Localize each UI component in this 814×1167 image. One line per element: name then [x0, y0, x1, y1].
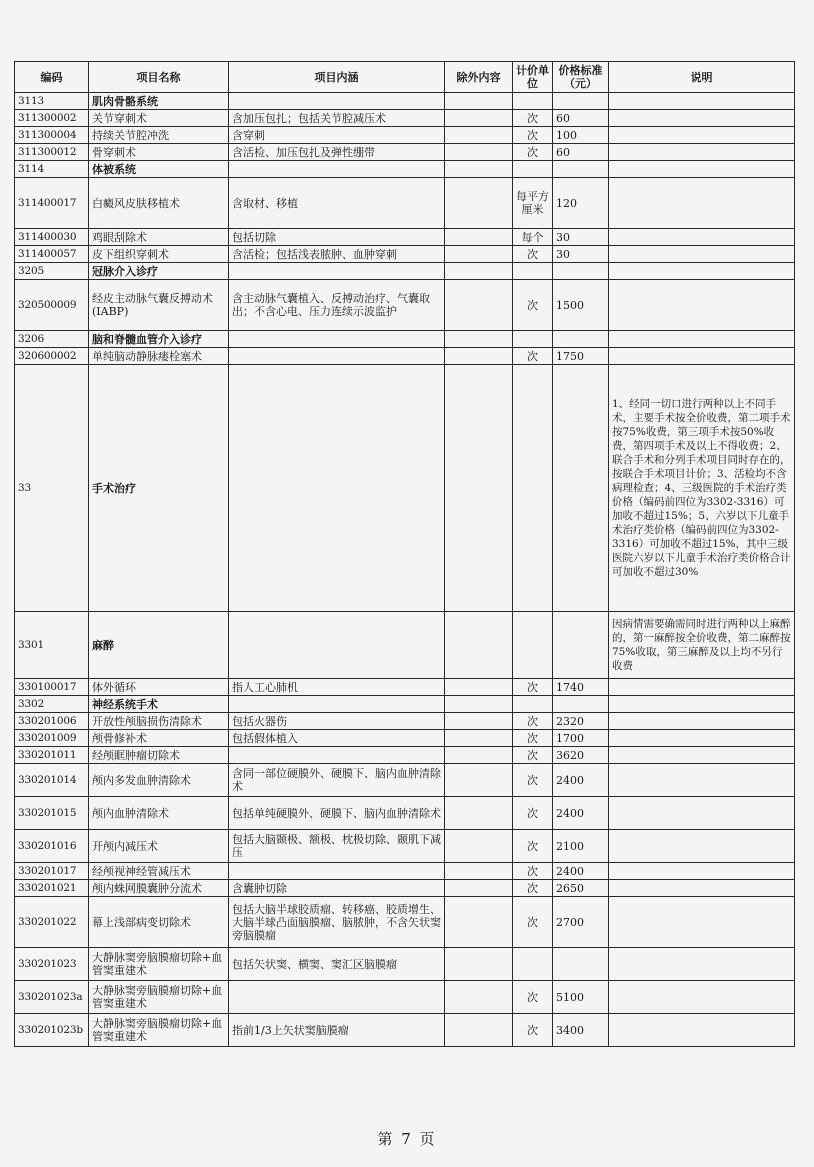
table-row	[15, 246, 795, 263]
table-row	[15, 981, 795, 1014]
table-row	[15, 110, 795, 127]
cell-content	[229, 263, 445, 280]
cell-code: 330201023	[15, 948, 89, 981]
table-header-row	[15, 62, 795, 93]
table-row	[15, 178, 795, 229]
cell-content: 指人工心肺机	[229, 679, 445, 696]
cell-code: 311400057	[15, 246, 89, 263]
cell-name: 麻醉	[89, 612, 229, 679]
cell-note	[609, 696, 795, 713]
category-row	[15, 263, 795, 280]
table-row	[15, 127, 795, 144]
cell-content	[229, 612, 445, 679]
cell-content: 指前1/3上矢状窦脑膜瘤	[229, 1014, 445, 1047]
cell-excluded	[445, 246, 513, 263]
cell-content: 含活检、加压包扎及弹性绷带	[229, 144, 445, 161]
cell-unit	[513, 93, 553, 110]
category-row	[15, 696, 795, 713]
cell-content	[229, 331, 445, 348]
cell-name: 大静脉窦旁脑膜瘤切除+血管窦重建术	[89, 1014, 229, 1047]
cell-unit: 次	[513, 730, 553, 747]
header-code: 编码	[15, 62, 89, 93]
category-row	[15, 331, 795, 348]
cell-unit: 次	[513, 127, 553, 144]
header-content: 项目内涵	[229, 62, 445, 93]
cell-price	[553, 948, 609, 981]
category-row	[15, 365, 795, 612]
cell-content: 包括单纯硬膜外、硬膜下、脑内血肿清除术	[229, 797, 445, 830]
cell-name: 神经系统手术	[89, 696, 229, 713]
cell-unit	[513, 612, 553, 679]
cell-code: 311300002	[15, 110, 89, 127]
cell-code: 330201021	[15, 880, 89, 897]
cell-excluded	[445, 948, 513, 981]
cell-note	[609, 280, 795, 331]
cell-name: 脑和脊髓血管介入诊疗	[89, 331, 229, 348]
cell-excluded	[445, 144, 513, 161]
cell-unit: 次	[513, 764, 553, 797]
cell-excluded	[445, 863, 513, 880]
cell-price: 1500	[553, 280, 609, 331]
cell-excluded	[445, 280, 513, 331]
cell-price	[553, 612, 609, 679]
cell-content: 含同一部位硬膜外、硬膜下、脑内血肿清除术	[229, 764, 445, 797]
cell-excluded	[445, 331, 513, 348]
cell-name: 经颅视神经管减压术	[89, 863, 229, 880]
cell-code: 330201014	[15, 764, 89, 797]
cell-content: 包括大脑半球胶质瘤、转移癌、胶质增生、大脑半球凸面脑膜瘤、脑脓肿，不含矢状窦旁脑膜瘤	[229, 897, 445, 948]
cell-note	[609, 110, 795, 127]
cell-name: 颅内蛛网膜囊肿分流术	[89, 880, 229, 897]
cell-note	[609, 679, 795, 696]
cell-code: 330201015	[15, 797, 89, 830]
cell-note	[609, 1014, 795, 1047]
cell-code: 3302	[15, 696, 89, 713]
header-excluded: 除外内容	[445, 62, 513, 93]
cell-name: 手术治疗	[89, 365, 229, 612]
cell-note	[609, 830, 795, 863]
cell-name: 皮下组织穿刺术	[89, 246, 229, 263]
cell-price: 2100	[553, 830, 609, 863]
header-unit: 计价单位	[513, 62, 553, 93]
cell-excluded	[445, 897, 513, 948]
cell-price: 2700	[553, 897, 609, 948]
cell-name: 肌肉骨骼系统	[89, 93, 229, 110]
cell-note	[609, 246, 795, 263]
cell-content	[229, 981, 445, 1014]
cell-name: 经皮主动脉气囊反搏动术(IABP)	[89, 280, 229, 331]
cell-excluded	[445, 1014, 513, 1047]
cell-price: 2400	[553, 764, 609, 797]
cell-price	[553, 161, 609, 178]
cell-content: 包括切除	[229, 229, 445, 246]
cell-code: 3206	[15, 331, 89, 348]
cell-excluded	[445, 830, 513, 863]
cell-unit: 次	[513, 880, 553, 897]
cell-price: 3620	[553, 747, 609, 764]
cell-code: 330201022	[15, 897, 89, 948]
table-row	[15, 1014, 795, 1047]
cell-excluded	[445, 797, 513, 830]
cell-price: 60	[553, 144, 609, 161]
cell-excluded	[445, 713, 513, 730]
cell-name: 开颅内减压术	[89, 830, 229, 863]
cell-note	[609, 713, 795, 730]
cell-note	[609, 948, 795, 981]
cell-name: 大静脉窦旁脑膜瘤切除+血管窦重建术	[89, 948, 229, 981]
cell-price: 1750	[553, 348, 609, 365]
cell-excluded	[445, 696, 513, 713]
cell-code: 330201016	[15, 830, 89, 863]
cell-note	[609, 178, 795, 229]
cell-unit: 每个	[513, 229, 553, 246]
cell-note	[609, 880, 795, 897]
cell-code: 311400017	[15, 178, 89, 229]
cell-name: 经颅眶肿瘤切除术	[89, 747, 229, 764]
cell-unit: 次	[513, 863, 553, 880]
cell-content	[229, 348, 445, 365]
cell-content: 含取材、移植	[229, 178, 445, 229]
cell-note	[609, 348, 795, 365]
cell-price: 2320	[553, 713, 609, 730]
cell-code: 311300012	[15, 144, 89, 161]
cell-code: 330201023b	[15, 1014, 89, 1047]
cell-price	[553, 93, 609, 110]
cell-excluded	[445, 612, 513, 679]
cell-unit: 次	[513, 144, 553, 161]
cell-excluded	[445, 161, 513, 178]
price-table	[14, 61, 795, 1047]
cell-note	[609, 981, 795, 1014]
cell-note	[609, 863, 795, 880]
cell-name: 颅内多发血肿清除术	[89, 764, 229, 797]
table-row	[15, 797, 795, 830]
cell-code: 330100017	[15, 679, 89, 696]
cell-unit: 次	[513, 1014, 553, 1047]
cell-unit: 次	[513, 830, 553, 863]
cell-unit	[513, 365, 553, 612]
cell-code: 330201006	[15, 713, 89, 730]
cell-unit	[513, 948, 553, 981]
cell-content: 含囊肿切除	[229, 880, 445, 897]
table-row	[15, 764, 795, 797]
cell-content: 含穿刺	[229, 127, 445, 144]
cell-name: 冠脉介入诊疗	[89, 263, 229, 280]
cell-excluded	[445, 880, 513, 897]
cell-excluded	[445, 981, 513, 1014]
cell-code: 320600002	[15, 348, 89, 365]
cell-code: 311300004	[15, 127, 89, 144]
table-body	[15, 93, 795, 1047]
cell-price: 2650	[553, 880, 609, 897]
cell-unit	[513, 263, 553, 280]
cell-note	[609, 127, 795, 144]
cell-price: 30	[553, 246, 609, 263]
cell-unit: 次	[513, 981, 553, 1014]
cell-note	[609, 161, 795, 178]
table-row	[15, 830, 795, 863]
cell-unit: 次	[513, 348, 553, 365]
cell-price: 2400	[553, 863, 609, 880]
table-row	[15, 730, 795, 747]
cell-code: 33	[15, 365, 89, 612]
cell-name: 颅内血肿清除术	[89, 797, 229, 830]
cell-name: 骨穿刺术	[89, 144, 229, 161]
cell-name: 鸡眼刮除术	[89, 229, 229, 246]
cell-note	[609, 764, 795, 797]
cell-content: 包括矢状窦、横窦、窦汇区脑膜瘤	[229, 948, 445, 981]
cell-unit: 每平方厘米	[513, 178, 553, 229]
cell-name: 体外循环	[89, 679, 229, 696]
cell-code: 311400030	[15, 229, 89, 246]
cell-note	[609, 747, 795, 764]
cell-note: 1、经同一切口进行两种以上不同手术，主要手术按全价收费，第二项手术按75%收费，第三项手术按50%收费，第四项手术及以上不得收费；2、联合手术和分列手术项目同时存在的，按联合手术项目计价；3、活检均不含病理检查；4、三级医院的手术治疗类价格（编码前四位为3302-3316）可加收不超过15%；5、六岁以下儿童手术治疗类价格（编码前四位为3302-3316）可加收不超过15%，其中三级医院六岁以下儿童手术治疗类价格合计可加收不超过30%	[609, 365, 795, 612]
cell-unit: 次	[513, 713, 553, 730]
cell-content	[229, 696, 445, 713]
cell-content: 包括火器伤	[229, 713, 445, 730]
table-row	[15, 747, 795, 764]
cell-price: 3400	[553, 1014, 609, 1047]
cell-note	[609, 331, 795, 348]
cell-price: 100	[553, 127, 609, 144]
cell-excluded	[445, 263, 513, 280]
cell-name: 大静脉窦旁脑膜瘤切除+血管窦重建术	[89, 981, 229, 1014]
cell-content: 包括大脑颞极、额极、枕极切除、颞肌下减压	[229, 830, 445, 863]
cell-name: 体被系统	[89, 161, 229, 178]
cell-note	[609, 730, 795, 747]
cell-note	[609, 897, 795, 948]
cell-excluded	[445, 229, 513, 246]
header-note: 说明	[609, 62, 795, 93]
cell-price: 1740	[553, 679, 609, 696]
cell-unit: 次	[513, 797, 553, 830]
cell-content: 包括假体植入	[229, 730, 445, 747]
cell-excluded	[445, 764, 513, 797]
cell-excluded	[445, 178, 513, 229]
cell-price: 5100	[553, 981, 609, 1014]
cell-price	[553, 365, 609, 612]
cell-price: 30	[553, 229, 609, 246]
category-row	[15, 93, 795, 110]
cell-unit: 次	[513, 280, 553, 331]
cell-note	[609, 797, 795, 830]
cell-name: 开放性颅脑损伤清除术	[89, 713, 229, 730]
cell-code: 3113	[15, 93, 89, 110]
cell-unit	[513, 696, 553, 713]
cell-unit	[513, 161, 553, 178]
cell-name: 关节穿刺术	[89, 110, 229, 127]
cell-price: 1700	[553, 730, 609, 747]
table-row	[15, 280, 795, 331]
header-name: 项目名称	[89, 62, 229, 93]
cell-content	[229, 747, 445, 764]
cell-unit: 次	[513, 747, 553, 764]
header-price: 价格标准（元）	[553, 62, 609, 93]
cell-unit: 次	[513, 110, 553, 127]
cell-unit: 次	[513, 679, 553, 696]
cell-price	[553, 696, 609, 713]
cell-name: 持续关节腔冲洗	[89, 127, 229, 144]
cell-name: 颅骨修补术	[89, 730, 229, 747]
category-row	[15, 161, 795, 178]
cell-code: 330201023a	[15, 981, 89, 1014]
cell-name: 白癜风皮肤移植术	[89, 178, 229, 229]
cell-code: 3205	[15, 263, 89, 280]
cell-note	[609, 93, 795, 110]
cell-content	[229, 161, 445, 178]
cell-note	[609, 144, 795, 161]
cell-note: 因病情需要确需同时进行两种以上麻醉的，第一麻醉按全价收费，第二麻醉按75%收取，第三麻醉及以上均不另行收费	[609, 612, 795, 679]
cell-excluded	[445, 365, 513, 612]
cell-unit: 次	[513, 897, 553, 948]
page-number: 第 7 页	[377, 1130, 437, 1148]
cell-price: 120	[553, 178, 609, 229]
table-row	[15, 713, 795, 730]
cell-note	[609, 263, 795, 280]
cell-code: 330201009	[15, 730, 89, 747]
cell-excluded	[445, 730, 513, 747]
cell-code: 330201011	[15, 747, 89, 764]
table-row	[15, 144, 795, 161]
cell-code: 3301	[15, 612, 89, 679]
cell-price	[553, 263, 609, 280]
cell-price: 60	[553, 110, 609, 127]
cell-note	[609, 229, 795, 246]
cell-content	[229, 863, 445, 880]
cell-content: 含加压包扎；包括关节腔减压术	[229, 110, 445, 127]
cell-excluded	[445, 127, 513, 144]
cell-price	[553, 331, 609, 348]
category-row	[15, 612, 795, 679]
cell-content: 含主动脉气囊植入、反搏动治疗、气囊取出；不含心电、压力连续示波监护	[229, 280, 445, 331]
table-row	[15, 348, 795, 365]
cell-code: 3114	[15, 161, 89, 178]
cell-code: 320500009	[15, 280, 89, 331]
cell-excluded	[445, 110, 513, 127]
cell-content	[229, 93, 445, 110]
table-row	[15, 679, 795, 696]
cell-excluded	[445, 679, 513, 696]
table-row	[15, 229, 795, 246]
cell-price: 2400	[553, 797, 609, 830]
cell-name: 幕上浅部病变切除术	[89, 897, 229, 948]
table-row	[15, 948, 795, 981]
cell-unit	[513, 331, 553, 348]
cell-code: 330201017	[15, 863, 89, 880]
table-row	[15, 897, 795, 948]
cell-excluded	[445, 747, 513, 764]
cell-name: 单纯脑动静脉瘘栓塞术	[89, 348, 229, 365]
table-row	[15, 863, 795, 880]
cell-content	[229, 365, 445, 612]
cell-unit: 次	[513, 246, 553, 263]
cell-excluded	[445, 348, 513, 365]
table-row	[15, 880, 795, 897]
cell-content: 含活检；包括浅表脓肿、血肿穿刺	[229, 246, 445, 263]
cell-excluded	[445, 93, 513, 110]
